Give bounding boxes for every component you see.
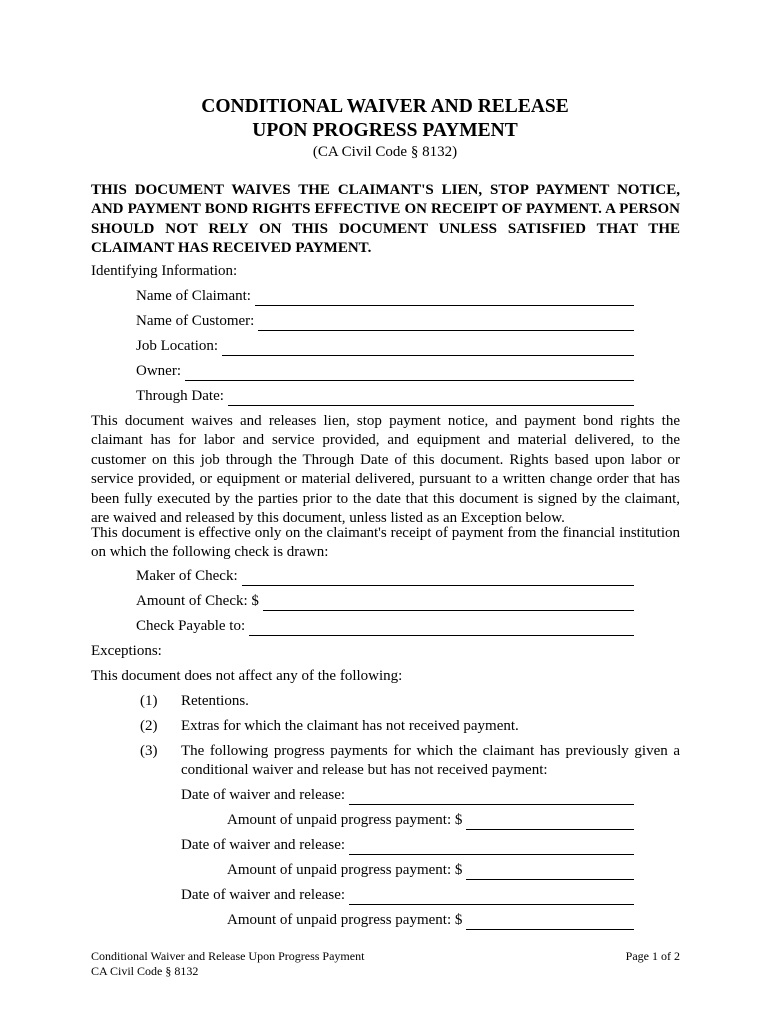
effectiveness-paragraph: This document is effective only on the claimant's receipt of payment from the financial institution on which the following check is drawn: — [91, 525, 680, 561]
through-date-line[interactable] — [228, 390, 634, 406]
page-number: Page 1 of 2 — [625, 949, 680, 963]
footer-citation: CA Civil Code § 8132 — [91, 964, 199, 978]
waiver-date-label: Date of waiver and release: — [181, 837, 346, 853]
maker-of-check-line[interactable] — [242, 570, 634, 586]
unpaid-amount-label: Amount of unpaid progress payment: $ — [227, 862, 463, 878]
unpaid-amount-label: Amount of unpaid progress payment: $ — [227, 912, 463, 928]
warning-notice: THIS DOCUMENT WAIVES THE CLAIMANT'S LIEN, STOP PAYMENT NOTICE, AND PAYMENT BOND RIGHTS EFFECTIVE ON RECEIPT OF PAYMENT. A PERSON SHOULD NOT RELY ON THIS DOCUMENT UNLESS SATISFIED THAT THE CLAIMANT HAS RECEIVED PAYMENT. — [91, 182, 680, 257]
waiver-date-field[interactable] — [181, 886, 634, 905]
unpaid-amount-field[interactable] — [227, 861, 634, 880]
exception-text: The following progress payments for which the claimant has previously given a conditional waiver and release but has not received payment: — [181, 743, 680, 779]
unpaid-amount-line[interactable] — [466, 814, 634, 830]
amount-of-check-field[interactable] — [136, 592, 634, 611]
job-location-label: Job Location: — [136, 338, 219, 354]
form-citation: (CA Civil Code § 8132) — [312, 144, 458, 160]
exception-text: Retentions. — [181, 693, 249, 709]
unpaid-amount-label: Amount of unpaid progress payment: $ — [227, 812, 463, 828]
identifying-info-heading: Identifying Information: — [91, 263, 238, 279]
check-payable-to-field[interactable] — [136, 617, 634, 636]
maker-of-check-label: Maker of Check: — [136, 568, 238, 584]
exceptions-intro: This document does not affect any of the following: — [91, 668, 403, 684]
job-location-line[interactable] — [222, 340, 634, 356]
customer-name-field[interactable] — [136, 312, 634, 331]
waiver-date-line[interactable] — [349, 889, 634, 905]
unpaid-amount-line[interactable] — [466, 864, 634, 880]
owner-line[interactable] — [185, 365, 634, 381]
check-payable-to-label: Check Payable to: — [136, 618, 246, 634]
form-title-line-1: CONDITIONAL WAIVER AND RELEASE — [201, 96, 569, 117]
exception-number: (3) — [140, 743, 158, 759]
exception-number: (2) — [140, 718, 158, 734]
waiver-date-field[interactable] — [181, 836, 634, 855]
footer-form-name: Conditional Waiver and Release Upon Progress Payment — [91, 949, 365, 963]
form-title-line-2: UPON PROGRESS PAYMENT — [252, 120, 518, 141]
owner-label: Owner: — [136, 363, 181, 379]
job-location-field[interactable] — [136, 337, 634, 356]
amount-of-check-label: Amount of Check: $ — [136, 593, 259, 609]
waiver-date-label: Date of waiver and release: — [181, 787, 346, 803]
claimant-name-line[interactable] — [255, 290, 634, 306]
claimant-name-label: Name of Claimant: — [136, 288, 251, 304]
unpaid-amount-field[interactable] — [227, 911, 634, 930]
exceptions-heading: Exceptions: — [91, 643, 162, 659]
waiver-date-line[interactable] — [349, 839, 634, 855]
through-date-label: Through Date: — [136, 388, 224, 404]
amount-of-check-line[interactable] — [263, 595, 634, 611]
waiver-scope-paragraph: This document waives and releases lien, stop payment notice, and payment bond rights the claimant has for labor and service provided, and equipment and material delivered, to the customer on this job through the Through Date of this document. Rights based upon labor or service provided, or equipment or material delivered, pursuant to a written change order that has been fully executed by the parties prior to the date that this document is signed by the claimant, are waived and released by this document, unless listed as an Exception below. — [91, 413, 680, 527]
exception-text: Extras for which the claimant has not received payment. — [181, 718, 519, 734]
waiver-date-line[interactable] — [349, 789, 634, 805]
unpaid-amount-line[interactable] — [466, 914, 634, 930]
waiver-date-label: Date of waiver and release: — [181, 887, 346, 903]
check-payable-to-line[interactable] — [249, 620, 634, 636]
through-date-field[interactable] — [136, 387, 634, 406]
customer-name-label: Name of Customer: — [136, 313, 255, 329]
customer-name-line[interactable] — [258, 315, 634, 331]
maker-of-check-field[interactable] — [136, 567, 634, 586]
owner-field[interactable] — [136, 362, 634, 381]
exception-number: (1) — [140, 693, 158, 709]
claimant-name-field[interactable] — [136, 287, 634, 306]
waiver-date-field[interactable] — [181, 786, 634, 805]
unpaid-amount-field[interactable] — [227, 811, 634, 830]
